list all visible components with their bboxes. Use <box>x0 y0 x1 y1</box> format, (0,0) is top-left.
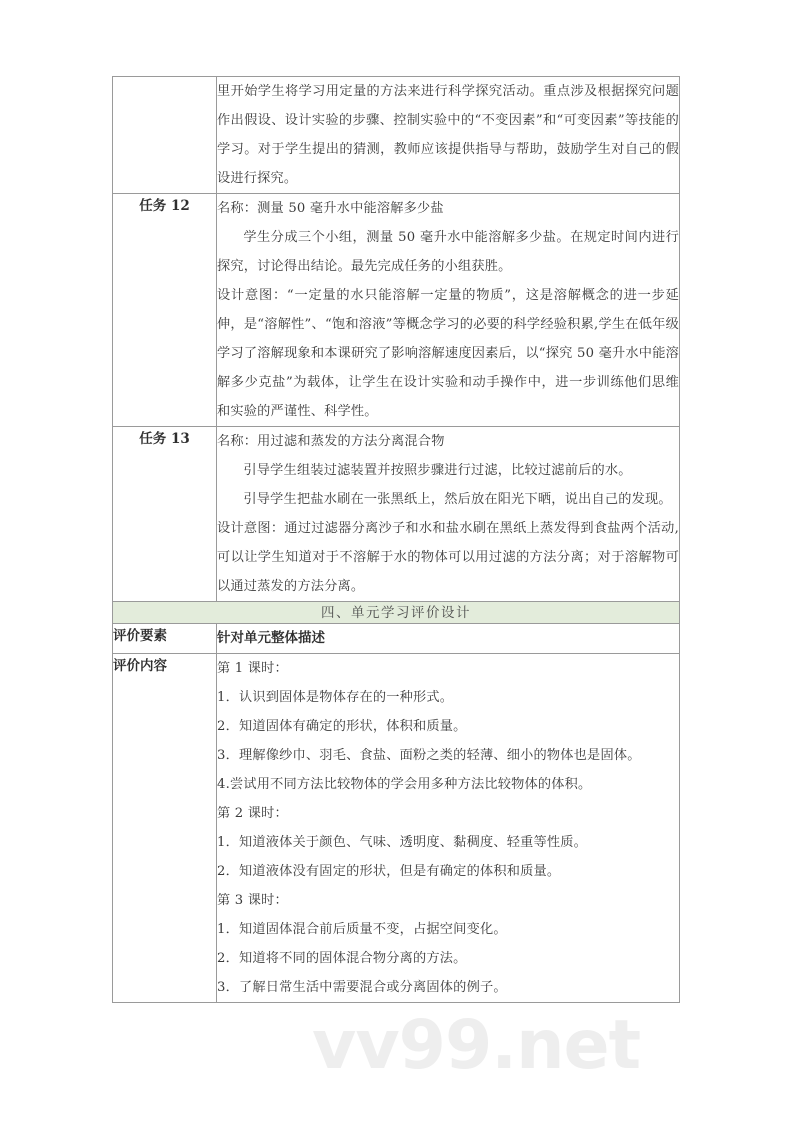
content-label: 评价内容 <box>113 654 217 1003</box>
site-watermark: vv99.net <box>312 1006 641 1085</box>
content-line: 2．知道液体没有固定的形状，但是有确定的体积和质量。 <box>217 864 561 879</box>
task-name: 名称：用过滤和蒸发的方法分离混合物 <box>217 434 445 449</box>
section-header-title: 四、单元学习评价设计 <box>321 605 471 621</box>
row-body-task-13 <box>217 427 680 602</box>
table-row <box>113 427 680 602</box>
content-line: 1．认识到固体是物体存在的一种形式。 <box>217 690 454 705</box>
task-step-1: 引导学生组装过滤装置并按照步骤进行过滤，比较过滤前后的水。 <box>243 463 632 478</box>
content-value-cell <box>217 654 680 1003</box>
table-row <box>113 77 680 194</box>
content-line: 1．知道固体混合前后质量不变，占据空间变化。 <box>217 922 507 937</box>
row-body-continuation <box>217 77 680 194</box>
content-line: 2．知道将不同的固体混合物分离的方法。 <box>217 951 467 966</box>
table-row <box>113 624 680 654</box>
table-row <box>113 194 680 427</box>
task-description: 学生分成三个小组，测量 50 毫升水中能溶解多少盐。在规定时间内进行探究，讨论得出结论。最先完成任务的小组获胜。 <box>217 230 679 274</box>
content-line: 第 3 课时： <box>217 893 288 908</box>
unit-plan-table <box>112 76 680 1003</box>
row-label-task-12: 任务 12 <box>113 194 217 427</box>
paragraph: 里开始学生将学习用定量的方法来进行科学探究活动。重点涉及根据探究问题作出假设、设计实验的步骤、控制实验中的“不变因素”和“可变因素”等技能的学习。对于学生提出的猜测，教师应该提供指导与帮助，鼓励学生对自己的假设进行探究。 <box>217 84 679 186</box>
content-line: 3．了解日常生活中需要混合或分离固体的例子。 <box>217 980 507 995</box>
criteria-value: 针对单元整体描述 <box>217 630 325 646</box>
task-step-2: 引导学生把盐水刷在一张黑纸上，然后放在阳光下晒，说出自己的发现。 <box>243 492 672 507</box>
section-header-cell <box>113 602 680 624</box>
content-line: 1．知道液体关于颜色、气味、透明度、黏稠度、轻重等性质。 <box>217 835 588 850</box>
table-row <box>113 654 680 1003</box>
task-name: 名称：测量 50 毫升水中能溶解多少盐 <box>217 201 444 216</box>
content-line: 4.尝试用不同方法比较物体的学会用多种方法比较物体的体积。 <box>217 777 592 792</box>
content-line: 3．理解像纱巾、羽毛、食盐、面粉之类的轻薄、细小的物体也是固体。 <box>217 748 641 763</box>
criteria-value-cell <box>217 624 680 654</box>
table-row-section-header <box>113 602 680 624</box>
row-label-task-13: 任务 13 <box>113 427 217 602</box>
row-body-task-12 <box>217 194 680 427</box>
task-rationale: 设计意图：通过过滤器分离沙子和水和盐水刷在黑纸上蒸发得到食盐两个活动,可以让学生知道对于不溶解于水的物体可以用过滤的方法分离；对于溶解物可以通过蒸发的方法分离。 <box>217 521 679 594</box>
content-line: 第 2 课时： <box>217 806 288 821</box>
row-label-empty <box>113 77 217 194</box>
content-line: 2．知道固体有确定的形状，体积和质量。 <box>217 719 467 734</box>
criteria-label: 评价要素 <box>113 624 217 654</box>
task-rationale: 设计意图：“一定量的水只能溶解一定量的物质”，这是溶解概念的进一步延伸，是“溶解性”、“饱和溶液”等概念学习的必要的科学经验积累,学生在低年级学习了溶解现象和本课研究了影响溶解速度因素后，以“探究 50 毫升水中能溶解多少克盐”为载体，让学生在设计实验和动手操作中，进一步训练他们思维和实验的严谨性、科学性。 <box>217 288 679 419</box>
content-line: 第 1 课时： <box>217 661 288 676</box>
